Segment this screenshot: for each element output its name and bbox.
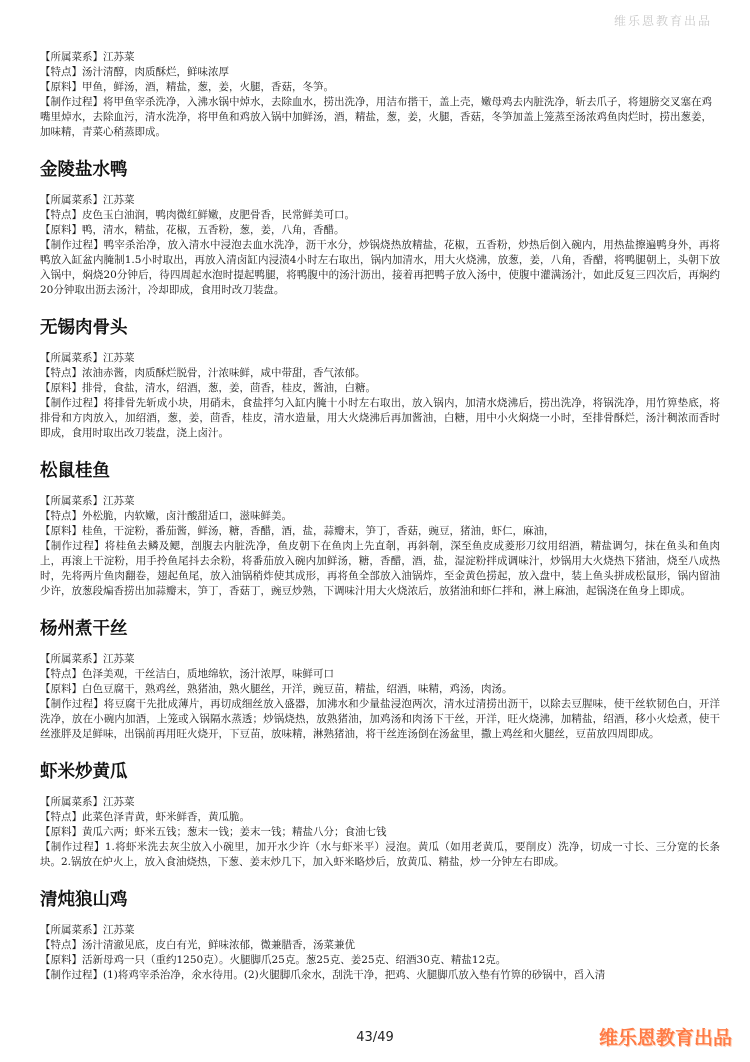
- dish-feature: 【特点】色泽美观，干丝洁白，质地绵软，汤汁浓厚，味鲜可口: [40, 668, 334, 680]
- dish-process: 【制作过程】将桂鱼去鳞及鳃，剖腹去内脏洗净，鱼皮朝下在鱼肉上先直剞，再斜剞，深至鱼皮成菱形刀纹用绍酒，精盐调匀，抹在鱼头和鱼肉上，再滚上干淀粉，用手拎鱼尾抖去余粉，将番茄放入碗内加鲜汤，糖，香醋，酒，盐，湿淀粉拌成调味汁，炒锅用大火烧热下猪油，烧至八成热时，先将两片鱼肉翻卷，翅起鱼尾，放入油锅稍炸使其成形，再将鱼全部放入油锅炸，至金黄色捞起，放入盘中，装上鱼头拼成松鼠形，锅内留油少许，放葱段煸香捞出加蒜瓣末，笋丁，香菇丁，豌豆炒熟，下调味汁用大火烧浓后，放猪油和虾仁拌和，淋上麻油，起锅浇在鱼身上即成。: [40, 540, 720, 597]
- dish-ingredients: 【原料】黄瓜六两；虾米五钱；葱末一钱；姜末一钱；精盐八分；食油七钱: [40, 826, 387, 838]
- top-watermark: 维乐恩教育出品: [613, 14, 712, 28]
- dish-section: [40, 317, 720, 441]
- dish-ingredients: 【原料】鸭，清水，精盐，花椒，五香粉，葱，姜，八角，香醋。: [40, 224, 345, 236]
- dish-feature: 【特点】此菜色泽青黄，虾米鲜香，黄瓜脆。: [40, 811, 250, 823]
- dish-section: [40, 618, 720, 742]
- dish-feature: 【特点】浓油赤酱，肉质酥烂脱骨，汁浓味鲜，咸中带甜，香气浓郁。: [40, 367, 366, 379]
- intro-category: 【所属菜系】江苏菜: [40, 51, 135, 63]
- dish-category: 【所属菜系】江苏菜: [40, 796, 135, 808]
- page-number: 43/49: [356, 1030, 394, 1045]
- dish-section: [40, 761, 720, 870]
- dish-process: 【制作过程】将排骨先斩成小块，用硝未，食盐拌匀入缸内腌十小时左右取出，放入锅内，加清水烧沸后，捞出洗净，将锅洗净，用竹箅垫底，将排骨和方肉放入，加绍酒，葱，姜，茴香，桂皮，清水造量，用大火烧沸后再加酱油，白糖，用中小火焖烧一小时，至排骨酥烂，汤汁稠浓而香时即成，食用时取出改刀装盘，浇上卤汁。: [40, 397, 720, 439]
- dish-ingredients: 【原料】排骨，食盐，清水，绍酒，葱，姜，茴香，桂皮，酱油，白糖。: [40, 382, 376, 394]
- dish-feature: 【特点】外松脆，内软嫩，卤汁酸甜适口，滋味鲜美。: [40, 510, 292, 522]
- intro-feature: 【特点】汤汁清醇，肉质酥烂，鲜味浓厚: [40, 66, 229, 78]
- dish-section: [40, 159, 720, 298]
- dish-ingredients: 【原料】桂鱼，干淀粉，番茄酱，鲜汤，糖，香醋，酒，盐，蒜瓣末，笋丁，香菇，豌豆，猪油，虾仁，麻油，: [40, 525, 555, 537]
- dish-process: 【制作过程】将豆腐干先批成薄片，再切成细丝放入盛器，加沸水和少量盐浸泡两次，清水过清捞出沥干，以除去豆腥味，使干丝软韧色白，开洋洗净，放在小碗内加酒，上笼或入锅隔水蒸透；炒锅烧热，放熟猪油，加鸡汤和肉汤下干丝，开洋，旺火烧沸，加精盐，绍酒，移小火烩煮，使干丝涨胖及足鲜味，出锅前再用旺火烧开，下豆苗，放味精，淋熟猪油，将干丝连汤倒在汤盆里，撒上鸡丝和火腿丝，豆苗放四周即成。: [40, 698, 720, 740]
- dish-title: 金陵盐水鸭: [40, 160, 128, 180]
- dish-process: 【制作过程】1.将虾米洗去灰尘放入小碗里，加开水少许（水与虾米平）浸泡。黄瓜（如用老黄瓜，要削皮）洗净，切成一寸长、三分宽的长条块。2.锅放在炉火上，放入食油烧热，下葱、姜末炒几下，加入虾米略炒后，放黄瓜、精盐，炒一分钟左右即成。: [40, 841, 720, 868]
- dish-category: 【所属菜系】江苏菜: [40, 352, 135, 364]
- dish-category: 【所属菜系】江苏菜: [40, 653, 135, 665]
- dish-process: 【制作过程】鸭宰杀治净，放入清水中浸泡去血水洗净，沥干水分，炒锅烧热放精盐，花椒，五香粉，炒热后倒入碗内，用热盐擦遍鸭身外，再将鸭放入缸盆内腌制1.5小时取出，再放入清卤缸内浸渍4小时左右取出，锅内加清水，用大火烧沸，放葱，姜，八角，香醋，将鸭腿朝上，头朝下放入锅中，焖烧20分钟后，待四周起水泡时提起鸭腿，将鸭腹中的汤汁沥出，接着再把鸭子放入汤中，使腹中灌满汤汁，如此反复三四次后，再焖约20分钟取出沥去汤汁，冷却即成，食用时改刀装盘。: [40, 239, 720, 296]
- dish-title: 杨州煮干丝: [40, 619, 128, 639]
- dish-feature: 【特点】皮色玉白油润，鸭肉微红鲜嫩，皮肥骨香，民常鲜美可口。: [40, 209, 355, 221]
- dish-section: [40, 889, 720, 983]
- dish-title: 清炖狼山鸡: [40, 890, 128, 910]
- dish-category: 【所属菜系】江苏菜: [40, 495, 135, 507]
- dish-category: 【所属菜系】江苏菜: [40, 194, 135, 206]
- dish-feature: 【特点】汤汁清澈见底，皮白有光，鲜味浓郁，微兼腊香，汤菜兼优: [40, 939, 355, 951]
- dish-ingredients: 【原料】活新母鸡一只（重约1250克）。火腿脚爪25克。葱25克、姜25克、绍酒30克、精盐12克。: [40, 954, 507, 966]
- dish-category: 【所属菜系】江苏菜: [40, 924, 135, 936]
- dish-section: [40, 460, 720, 599]
- intro-process: 【制作过程】将甲鱼宰杀洗净，入沸水锅中焯水，去除血水，捞出洗净，用洁布揩干，盖上壳，嫩母鸡去内脏洗净，斩去爪子，将翅膀交叉塞在鸡嘴里焯水，去除血污，清水洗净，将甲鱼和鸡放入锅中加鲜汤，酒，精盐，葱，姜，火腿，香菇，冬笋加盖上笼蒸至汤浓鸡鱼肉烂时，捞出葱姜，加味精，青菜心稍蒸即成。: [40, 96, 712, 138]
- dish-title: 松鼠桂鱼: [40, 461, 110, 481]
- brand-watermark: 维乐恩教育出品: [598, 1027, 732, 1049]
- dish-title: 无锡肉骨头: [40, 318, 128, 338]
- intro-ingredients: 【原料】甲鱼，鲜汤，酒，精盐，葱，姜，火腿，香菇，冬笋。: [40, 81, 334, 93]
- dish-process: 【制作过程】(1)将鸡宰杀治净，氽水待用。(2)火腿脚爪氽水，刮洗干净，把鸡、火腿脚爪放入垫有竹箅的砂锅中，舀入清: [40, 969, 606, 981]
- dish-title: 虾米炒黄瓜: [40, 762, 128, 782]
- dish-ingredients: 【原料】白色豆腐干，熟鸡丝，熟猪油，熟火腿丝，开洋，豌豆苗，精盐，绍酒，味精，鸡汤，肉汤。: [40, 683, 513, 695]
- document-body: [40, 50, 720, 983]
